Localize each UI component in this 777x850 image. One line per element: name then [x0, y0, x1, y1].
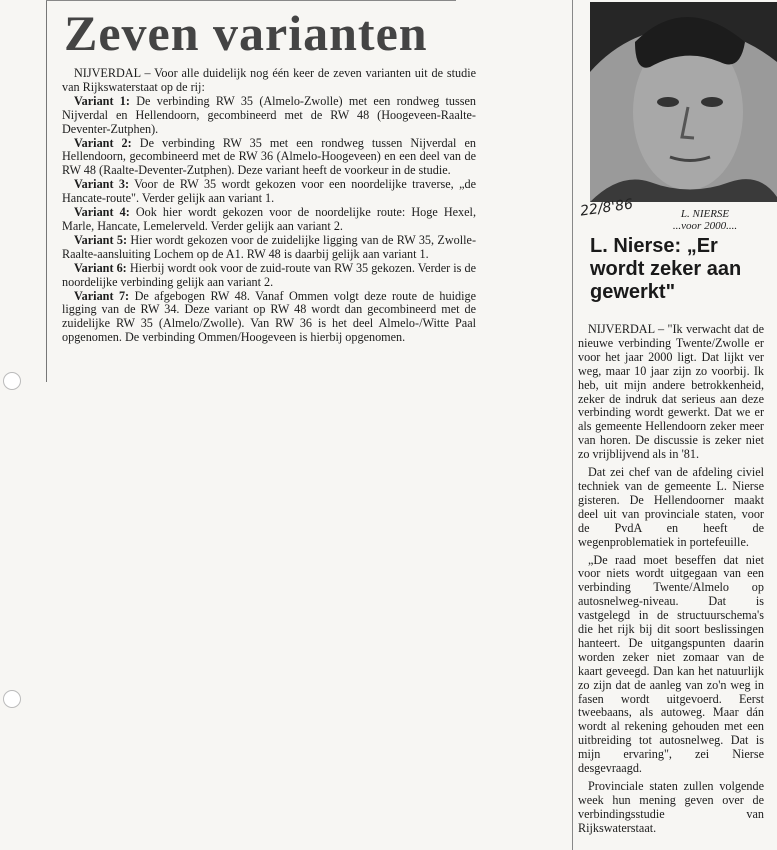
interview-paragraph: NIJVERDAL – "Ik verwacht dat de nieuwe verbinding Twente/Zwolle er voor het jaar 2000 ligt. Dat lijkt ver weg, maar 10 jaar zijn zo voorbij. Ik heb, uit mijn andere betrokkenheid, zeker de indruk dat serieus aan deze verbinding wordt gewerkt. Dat we er als gemeente Hellendoorn zeker meer van horen. De discussie is zeker niet zo vrijblijvend als in '81.	[578, 322, 764, 462]
interview-paragraph: Dat zei chef van de afdeling civiel techniek van de gemeente L. Nierse gisteren. De Hellendoorner maakt deel uit van provinciale staten, voor de PvdA en heeft de wegenproblematiek in portefeuille.	[578, 465, 764, 549]
article-paragraph	[62, 206, 476, 234]
article-body	[62, 67, 476, 345]
paragraph-text: NIJVERDAL – Voor alle duidelijk nog één keer de zeven varianten uit de studie van Rijkswaterstaat op de rij:	[62, 66, 476, 94]
interview-body	[578, 323, 764, 840]
punch-hole	[3, 372, 21, 390]
article-paragraph	[62, 178, 476, 206]
handwritten-date: 22/8'86	[579, 196, 634, 220]
variant-label: Variant 4:	[74, 205, 130, 220]
variant-label: Variant 3:	[74, 177, 130, 192]
article-paragraph	[62, 262, 476, 290]
variant-label: Variant 5:	[74, 232, 128, 247]
article-paragraph	[62, 137, 476, 179]
variant-label: Variant 7:	[74, 288, 130, 303]
paragraph-text: Hier wordt gekozen voor de zuidelijke ligging van de RW 35, Zwolle-Raalte-aansluiting Lochem op de A1. RW 48 is daarbij gelijk aan variant 1.	[62, 232, 477, 261]
article-headline: Zeven varianten	[64, 5, 428, 61]
portrait-photo	[590, 2, 777, 202]
variant-label: Variant 2:	[74, 135, 132, 150]
paragraph-text: De verbinding RW 35 met een rondweg tussen Nijverdal en Hellendoorn, gecombineerd met de RW 36 (Almelo-Hoogeveen) en een deel van de RW 48 (Raalte-Deventer-Zutphen). Deze variant heeft de voorkeur in de studie.	[62, 135, 476, 178]
paragraph-text: De verbinding RW 35 (Almelo-Zwolle) met een rondweg tussen Nijverdal en Hellendoorn, gecombineerd met de RW 48 (Hoogeveen-Raalte-Deventer-Zutphen).	[62, 93, 477, 136]
article-paragraph	[62, 95, 476, 137]
top-border	[46, 0, 456, 1]
paragraph-text: De afgebogen RW 48. Vanaf Ommen volgt deze route de huidige ligging van de RW 34. Deze variant op RW 48 wordt dan gecombineerd met de zuidelijke RW 35 (Almelo/Zwolle). Van RW 36 is het deel Almelo-/Witte Paal opgenomen. De verbinding Ommen/Hoogeveen is hierbij opgenomen.	[62, 288, 476, 345]
punch-hole	[3, 690, 21, 708]
interview-paragraph: „De raad moet beseffen dat niet voor niets wordt uitgegaan van een verbinding Twente/Almelo op autosnelweg-niveau. Dat is vastgelegd in de structuurschema's die het rijk bij dit soort beslissingen hanteert. De uitgangspunten daarin worden zeker niet zomaar van de kaart geveegd. Dan kan het natuurlijk zo zijn dat de aanleg van zo'n weg in fasen wordt uitgevoerd. Eerst tweebaans, als autoweg. Maar dán wordt al rekening gehouden met een uitbreiding tot autosnelweg. Dat is mijn ervaring", zei Nierse desgevraagd.	[578, 552, 764, 776]
photo-caption	[640, 208, 770, 232]
interview-paragraph: Provinciale staten zullen volgende week hun mening geven over de verbindingsstudie van Rijkswaterstaat.	[578, 779, 764, 835]
variant-label: Variant 1:	[74, 93, 130, 108]
article-paragraph	[62, 290, 476, 346]
caption-name: L. NIERSE	[680, 208, 730, 220]
article-paragraph	[62, 67, 476, 95]
paragraph-text: Ook hier wordt gekozen voor de noordelijke route: Hoge Hexel, Marle, Hancate, Lemelerveld. Verder gelijk aan variant 2.	[62, 205, 476, 233]
paragraph-text: Hierbij wordt ook voor de zuid-route van RW 35 gekozen. Verder is de noordelijke verbinding gelijk aan variant 2.	[62, 260, 476, 289]
article-paragraph	[62, 234, 476, 262]
caption-subtitle: ...voor 2000....	[672, 220, 738, 232]
paragraph-text: Voor de RW 35 wordt gekozen voor een noordelijke traverse, „de Hancate-route". Verder gelijk aan variant 1.	[62, 177, 476, 206]
column-rule	[572, 0, 573, 850]
variant-label: Variant 6:	[74, 260, 127, 275]
interview-headline: L. Nierse: „Er wordt zeker aan gewerkt"	[590, 235, 742, 303]
left-article-border	[46, 0, 47, 382]
